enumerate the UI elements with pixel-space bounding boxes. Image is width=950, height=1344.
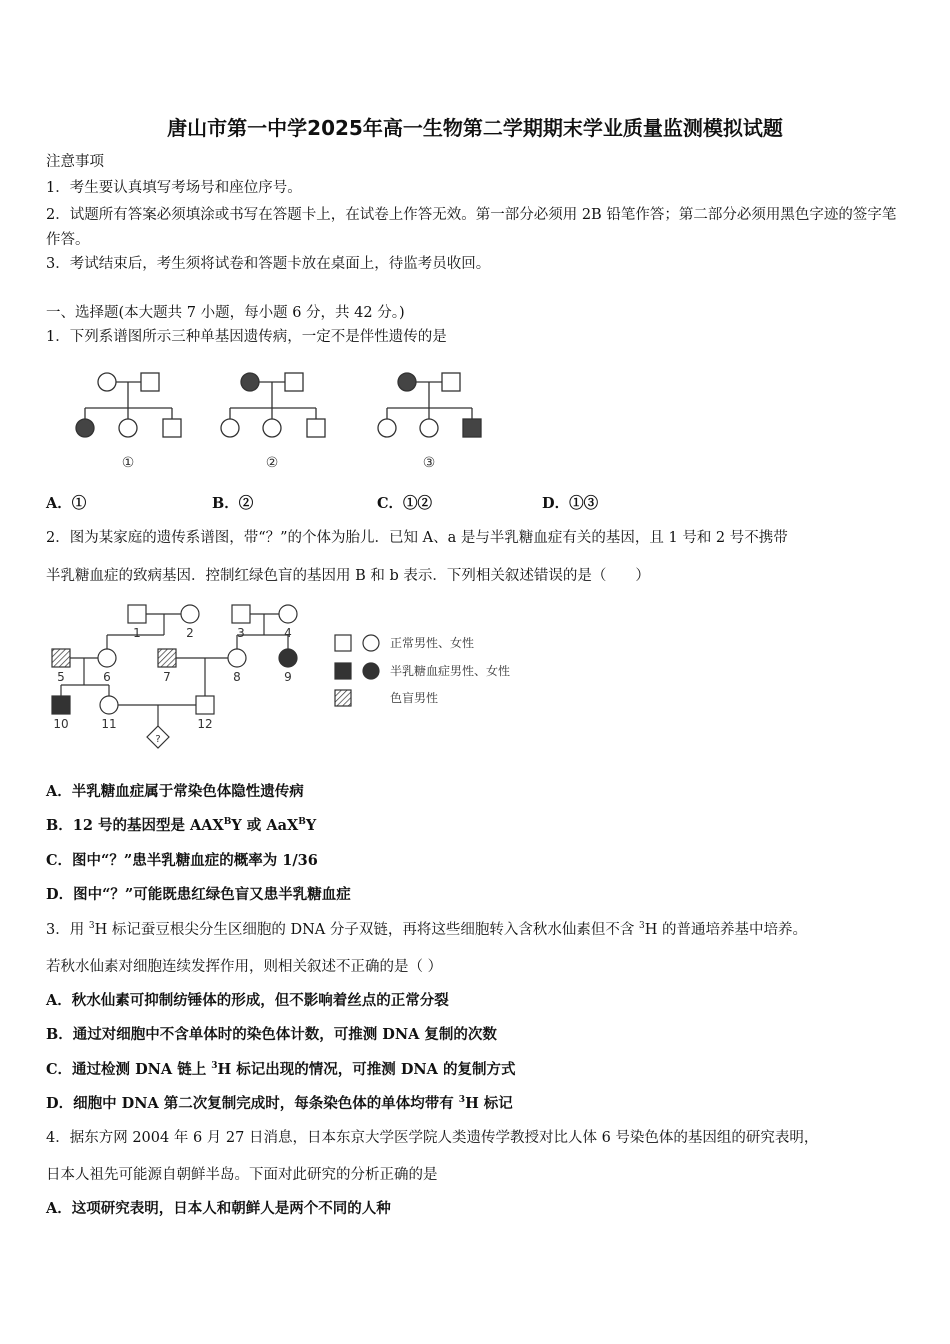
legend-label-normal: 正常男性、女性 xyxy=(390,636,475,650)
num-10: 10 xyxy=(53,717,69,731)
q1-option-b: B．② xyxy=(212,495,254,512)
notice-heading: 注意事项 xyxy=(46,154,104,170)
q3-option-b: B．通过对细胞中不含单体时的染色体计数，可推测 DNA 复制的次数 xyxy=(46,1026,497,1043)
ind-6 xyxy=(98,649,116,667)
q2-stem-line1: 2．图为某家庭的遗传系谱图，带“？”的个体为胎儿．已知 A、a 是与半乳糖血症有关的基因，且 1 号和 2 号不携带 xyxy=(46,530,788,546)
ped1-mother xyxy=(98,373,116,391)
q3-stem-line1: 3．用 $^3$H 标记蚕豆根尖分生区细胞的 DNA 分子双链，再将这些细胞转入含秋水仙素但不含 $^3$H 的普通培养基中培养。 xyxy=(46,921,807,938)
q2-option-d: D．图中“？”可能既患红绿色盲又患半乳糖血症 xyxy=(46,886,351,903)
ped2-affected-mother xyxy=(241,373,259,391)
q3-option-a: A．秋水仙素可抑制纺锤体的形成，但不影响着丝点的正常分裂 xyxy=(46,992,449,1009)
num-11: 11 xyxy=(101,717,117,731)
page-title: 唐山市第一中学2025年高一生物第二学期期末学业质量监测模拟试题 xyxy=(167,116,783,140)
ind-5 xyxy=(52,649,70,667)
num-4: 4 xyxy=(284,626,292,640)
section-heading: 一、选择题(本大题共 7 小题，每小题 6 分，共 42 分。) xyxy=(46,305,405,321)
ped3-affected-son xyxy=(463,419,481,437)
num-2: 2 xyxy=(186,626,194,640)
legend-label-colorblind: 色盲男性 xyxy=(390,691,439,705)
num-7: 7 xyxy=(163,670,171,684)
ped2-label: ② xyxy=(265,455,279,471)
ped2-father xyxy=(285,373,303,391)
ped1-affected-daughter xyxy=(76,419,94,437)
q4-option-a: A．这项研究表明，日本人和朝鲜人是两个不同的人种 xyxy=(46,1200,391,1217)
ind-2 xyxy=(181,605,199,623)
q1-pedigree-figure xyxy=(60,360,500,480)
q3-stem-line2: 若秋水仙素对细胞连续发挥作用，则相关叙述不正确的是（ ） xyxy=(46,959,443,975)
num-3: 3 xyxy=(237,626,245,640)
ind-11 xyxy=(100,696,118,714)
ind-1 xyxy=(128,605,146,623)
ind-10 xyxy=(52,696,70,714)
legend-galactosemia-male xyxy=(335,663,351,679)
num-6: 6 xyxy=(103,670,111,684)
q2-pedigree-figure xyxy=(40,595,560,760)
ped1-son xyxy=(163,419,181,437)
legend-colorblind-male xyxy=(335,690,351,706)
num-fetus: ? xyxy=(155,734,161,745)
q1-option-d: D．①③ xyxy=(542,495,599,512)
ind-7 xyxy=(158,649,176,667)
q4-stem-line1: 4．据东方网 2004 年 6 月 27 日消息，日本东京大学医学院人类遗传学教授对比人体 6 号染色体的基因组的研究表明， xyxy=(46,1130,819,1146)
legend-label-galactosemia: 半乳糖血症男性、女性 xyxy=(390,664,511,678)
q2-option-c: C．图中“？”患半乳糖血症的概率为 1/36 xyxy=(46,852,318,869)
num-1: 1 xyxy=(133,626,141,640)
ind-4 xyxy=(279,605,297,623)
q1-stem: 1．下列系谱图所示三种单基因遗传病，一定不是伴性遗传的是 xyxy=(46,329,447,345)
q3-option-c: C．通过检测 DNA 链上 $^3$H 标记出现的情况，可推测 DNA 的复制方式 xyxy=(46,1061,516,1078)
q1-option-c: C．①② xyxy=(377,495,433,512)
num-5: 5 xyxy=(57,670,65,684)
ind-3 xyxy=(232,605,250,623)
num-12: 12 xyxy=(197,717,213,731)
q2-option-a: A．半乳糖血症属于常染色体隐性遗传病 xyxy=(46,783,304,800)
ped1-father xyxy=(141,373,159,391)
num-8: 8 xyxy=(233,670,241,684)
legend-normal-male xyxy=(335,635,351,651)
ind-8 xyxy=(228,649,246,667)
num-9: 9 xyxy=(284,670,292,684)
q2-stem-line2: 半乳糖血症的致病基因．控制红绿色盲的基因用 B 和 b 表示．下列相关叙述错误的是（ ） xyxy=(46,568,650,584)
ped3-father xyxy=(442,373,460,391)
ind-12 xyxy=(196,696,214,714)
ped3-affected-mother xyxy=(398,373,416,391)
q1-option-a: A．① xyxy=(46,495,87,512)
ped1-daughter xyxy=(119,419,137,437)
notice-item-3: 3．考试结束后，考生须将试卷和答题卡放在桌面上，待监考员收回。 xyxy=(46,256,491,272)
ped3-label: ③ xyxy=(422,455,436,471)
legend-galactosemia-female xyxy=(363,663,379,679)
q2-option-b: B．12 号的基因型是 $AAX^BY$ 或 AaX$^B$Y xyxy=(46,817,317,834)
notice-item-2: 2．试题所有答案必须填涂或书写在答题卡上，在试卷上作答无效。第一部分必须用 2B 铅笔作答；第二部分必须用黑色字迹的签字笔作答。 xyxy=(46,207,897,248)
notice-item-1: 1．考生要认真填写考场号和座位序号。 xyxy=(46,180,302,196)
ind-9 xyxy=(279,649,297,667)
ped1-label: ① xyxy=(121,455,135,471)
legend-normal-female xyxy=(363,635,379,651)
q4-stem-line2: 日本人祖先可能源自朝鲜半岛。下面对此研究的分析正确的是 xyxy=(46,1167,438,1183)
q3-option-d: D．细胞中 DNA 第二次复制完成时，每条染色体的单体均带有 $^3$H 标记 xyxy=(46,1095,513,1112)
